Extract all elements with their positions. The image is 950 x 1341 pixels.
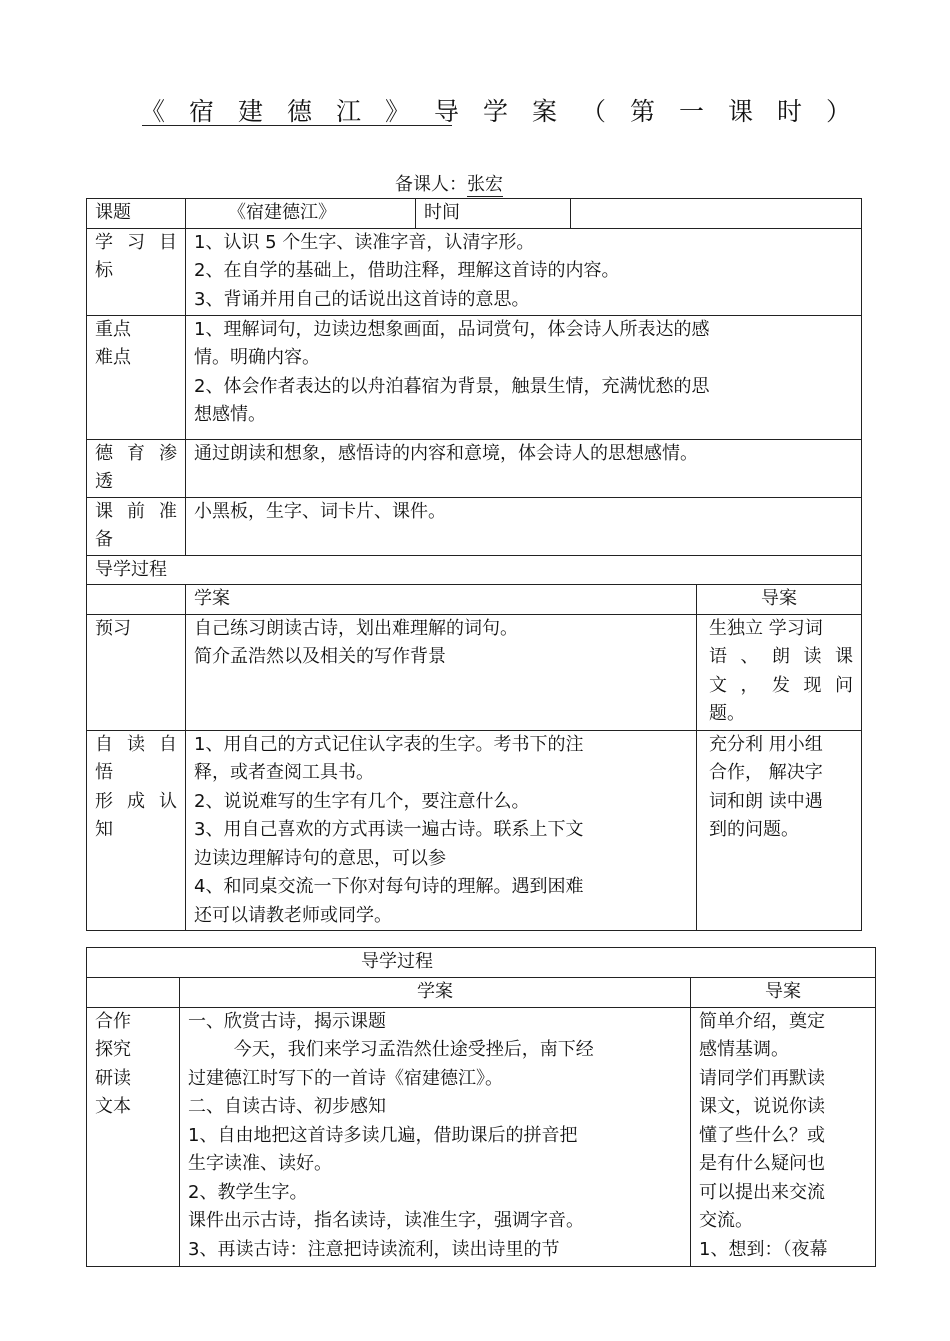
label-line: 研读 (95, 1067, 131, 1089)
guide-line: 是有什么疑问也 (699, 1153, 825, 1174)
study-line: 今天，我们来学习孟浩然仕途受挫后，南下经 (188, 1039, 594, 1060)
guide-line: 题。 (709, 703, 745, 724)
lesson-plan-table (86, 198, 862, 931)
study-line: 还可以请教老师或同学。 (194, 904, 392, 926)
label-line: 备 (95, 529, 113, 550)
study-line: 1、自由地把这首诗多读几遍，借助课后的拼音把 (188, 1124, 578, 1146)
objectives-label (87, 228, 186, 315)
guide-line: 合作， 解决字 (709, 762, 823, 783)
moral-content: 通过朗读和想象，感悟诗的内容和意境，体会诗人的思想感情。 (186, 439, 862, 497)
label-line: 标 (95, 260, 113, 281)
study-line: 2、说说难写的生字有几个，要注意什么。 (194, 790, 530, 812)
label-line: 学习目 (95, 231, 177, 253)
coop-label (87, 1007, 180, 1266)
objective-item: 1、认识 5 个生字、读准字音，认清字形。 (194, 231, 535, 253)
guide-line: 简单介绍，奠定 (699, 1010, 825, 1032)
study-line: 3、再读古诗：注意把诗读流利，读出诗里的节 (188, 1238, 560, 1260)
label-line: 知 (95, 819, 113, 840)
guide-line: 到的问题。 (709, 819, 799, 840)
process-title-row (87, 948, 876, 978)
label-line: 自读自 (95, 733, 177, 755)
study-column-header: 学案 (186, 585, 697, 615)
study-line: 自己练习朗读古诗，划出难理解的词句。 (194, 617, 518, 639)
process-table (86, 947, 876, 1267)
process-row (87, 555, 862, 585)
guide-line: 文 ， 发 现 问 (709, 674, 853, 696)
guide-line: 感情基调。 (699, 1039, 789, 1060)
study-line: 过建德江时写下的一首诗《宿建德江》。 (188, 1067, 503, 1089)
guide-column-header: 导案 (691, 978, 876, 1008)
key-point-line: 1、理解词句，边读边想象画面，品词赏句，体会诗人所表达的感 (194, 318, 710, 340)
moral-row (87, 439, 862, 497)
topic-row (87, 199, 862, 229)
guide-line: 请同学们再默读 (699, 1067, 825, 1089)
moral-label (87, 439, 186, 497)
title-underline (142, 125, 452, 126)
coop-guide (691, 1007, 876, 1266)
label-line: 文本 (95, 1096, 131, 1117)
key-point-line: 想感情。 (194, 404, 266, 425)
time-label: 时间 (416, 199, 571, 229)
study-line: 3、用自己喜欢的方式再读一遍古诗。联系上下文 (194, 819, 584, 840)
key-point-line: 2、体会作者表达的以舟泊暮宿为背景，触景生情，充满忧愁的思 (194, 375, 710, 397)
guide-line: 交流。 (699, 1210, 753, 1231)
empty-header (87, 978, 180, 1008)
preview-label: 预习 (87, 614, 186, 730)
study-line: 2、教学生字。 (188, 1181, 308, 1203)
preview-study (186, 614, 697, 730)
guide-line: 1、想到：（夜幕 (699, 1238, 828, 1260)
study-line: 1、用自己的方式记住认字表的生字。考书下的注 (194, 733, 584, 755)
preview-guide (697, 614, 862, 730)
label-line: 合作 (95, 1010, 131, 1032)
preparer-name: 张宏 (467, 174, 503, 195)
key-points-content (186, 315, 862, 439)
coop-study (180, 1007, 691, 1266)
self-study-label (87, 730, 186, 931)
guide-line: 懂了些什么？或 (699, 1124, 825, 1146)
objective-item: 2、在自学的基础上，借助注释，理解这首诗的内容。 (194, 260, 620, 281)
preparer (395, 170, 503, 196)
objective-item: 3、背诵并用自己的话说出这首诗的意思。 (194, 288, 530, 310)
study-line: 4、和同桌交流一下你对每句诗的理解。遇到困难 (194, 876, 584, 897)
study-line: 释，或者查阅工具书。 (194, 762, 374, 783)
self-study-guide (697, 730, 862, 931)
prep-label (87, 497, 186, 555)
coop-row (87, 1007, 876, 1266)
study-line: 课件出示古诗，指名读诗，读准生字，强调字音。 (188, 1210, 584, 1231)
guide-line: 充分利 用小组 (709, 733, 823, 755)
time-value (571, 199, 862, 229)
key-point-line: 情。明确内容。 (194, 347, 320, 368)
key-label (87, 315, 186, 439)
objectives-row (87, 228, 862, 315)
topic-label: 课题 (87, 199, 186, 229)
guide-line: 语 、 朗 读 课 (709, 646, 853, 667)
prep-row (87, 497, 862, 555)
key-points-row (87, 315, 862, 439)
guide-line: 课文，说说你读 (699, 1096, 825, 1117)
process-title: 导学过程 (87, 948, 876, 978)
study-line: 二、自读古诗、初步感知 (188, 1096, 386, 1117)
column-header-row (87, 978, 876, 1008)
study-column-header: 学案 (180, 978, 691, 1008)
self-study-content (186, 730, 697, 931)
preview-row (87, 614, 862, 730)
study-line: 一、欣赏古诗，揭示课题 (188, 1010, 386, 1032)
study-line: 边读边理解诗句的意思，可以参 (194, 847, 446, 869)
label-line: 形成认 (95, 790, 177, 812)
topic-value: 《宿建德江》 (186, 199, 416, 229)
guide-line: 词和朗 读中遇 (709, 790, 823, 812)
objectives-content (186, 228, 862, 315)
label-line: 透 (95, 471, 113, 492)
page-title: 《宿建德江》导学案（第一课时） (140, 97, 876, 126)
label-line: 德育渗 (95, 442, 177, 464)
label-line: 难点 (95, 347, 131, 368)
label-line: 探究 (95, 1039, 131, 1060)
self-study-row (87, 730, 862, 931)
label-line: 课前准 (95, 500, 177, 522)
guide-line: 可以提出来交流 (699, 1181, 825, 1203)
study-line: 生字读准、读好。 (188, 1153, 332, 1174)
label-line: 悟 (95, 762, 113, 783)
prep-content: 小黑板，生字、词卡片、课件。 (186, 497, 862, 555)
guide-column-header: 导案 (697, 585, 862, 615)
process-label: 导学过程 (87, 555, 862, 585)
study-line: 简介孟浩然以及相关的写作背景 (194, 646, 446, 667)
column-header-row (87, 585, 862, 615)
empty-header (87, 585, 186, 615)
guide-line: 生独立 学习词 (709, 617, 823, 639)
label-line: 重点 (95, 318, 131, 340)
preparer-label: 备课人： (395, 174, 467, 195)
